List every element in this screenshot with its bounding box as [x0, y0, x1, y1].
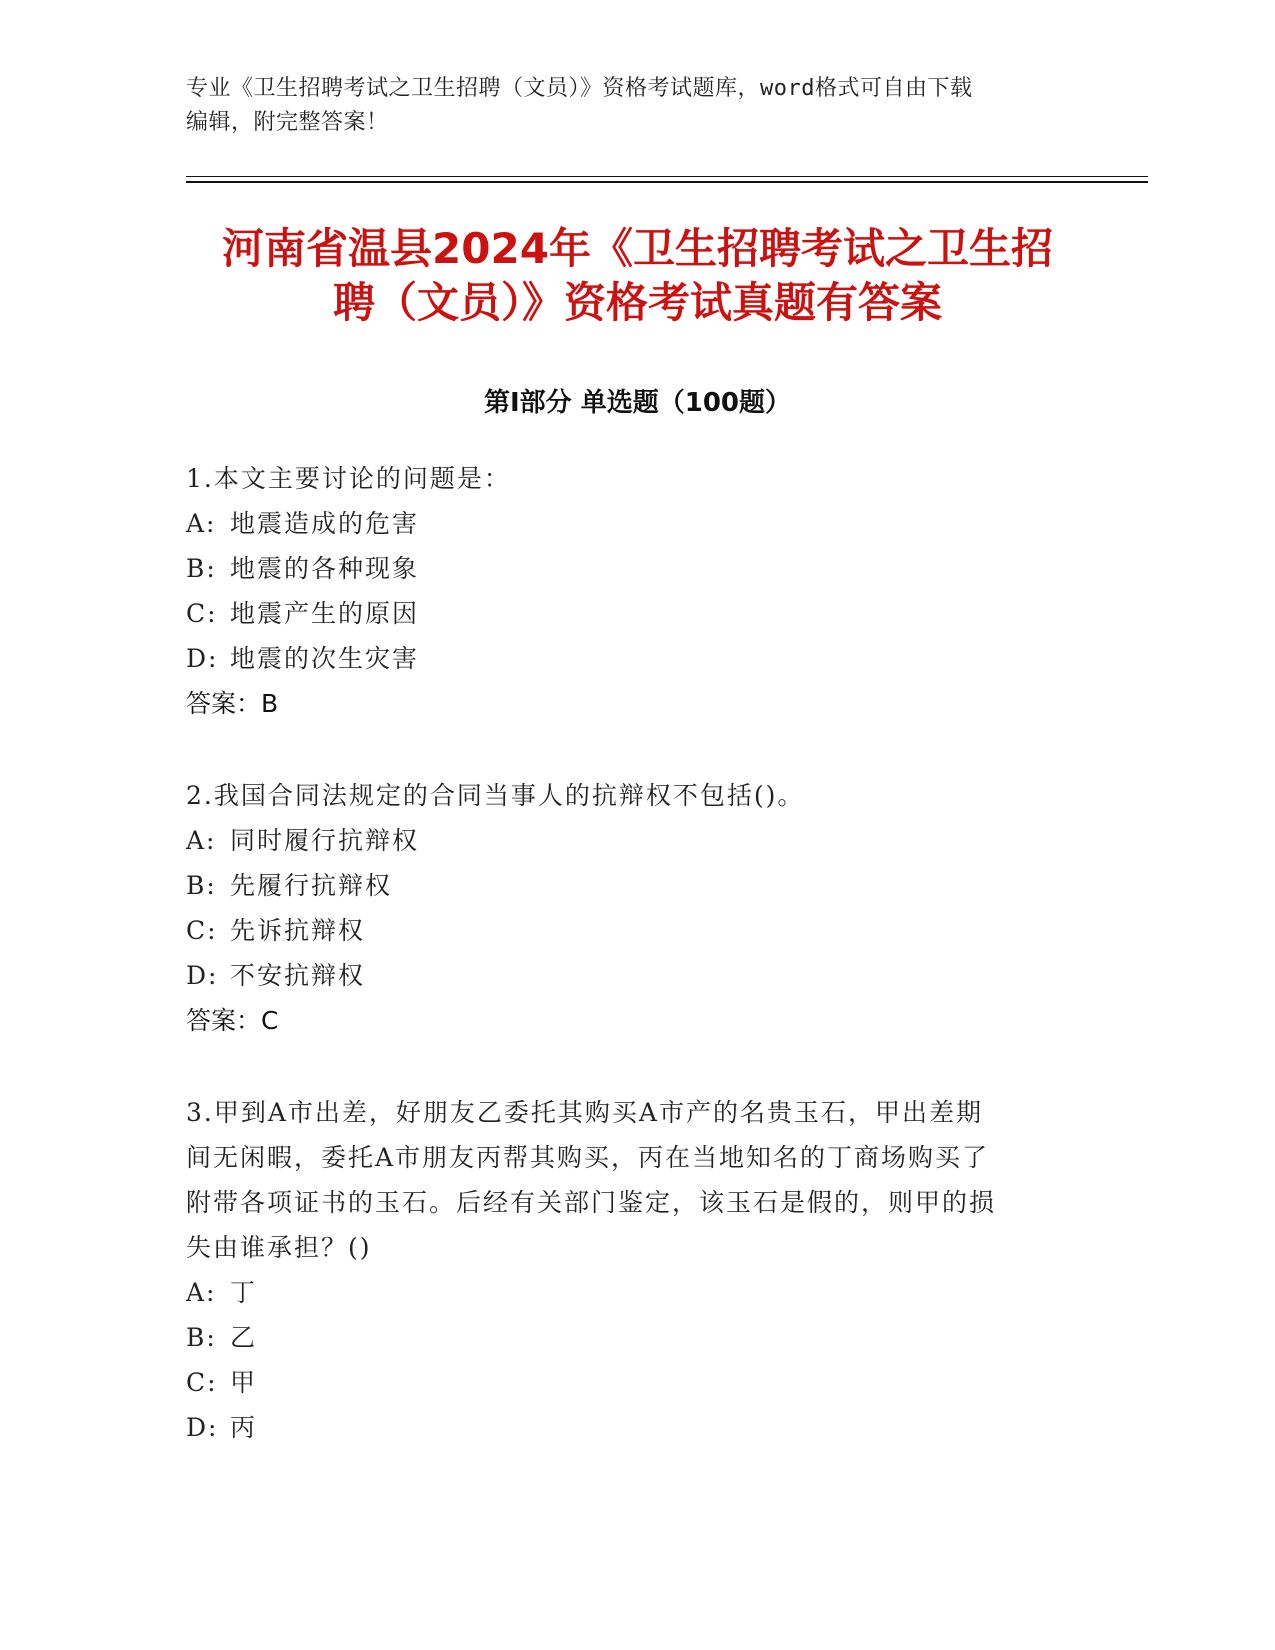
- header-note-line-2: 编辑，附完整答案！: [186, 110, 389, 135]
- option-text: 先诉抗辩权: [230, 916, 366, 945]
- document-title-line-1: 河南省温县2024年《卫生招聘考试之卫生招: [222, 224, 1053, 273]
- option-b: [186, 1315, 1066, 1360]
- option-text: 地震造成的危害: [230, 509, 420, 538]
- section-title: 第Ⅰ部分 单选题（100题）: [484, 388, 791, 418]
- option-c: [186, 591, 1066, 636]
- option-key: D:: [186, 1413, 219, 1442]
- option-key: C:: [186, 916, 218, 945]
- option-d: [186, 953, 1066, 998]
- answer: 答案：B: [186, 689, 279, 718]
- document-title-line-2: 聘（文员）》资格考试真题有答案: [332, 278, 942, 327]
- option-b: [186, 863, 1066, 908]
- option-text: 地震产生的原因: [230, 599, 420, 628]
- option-text: 乙: [230, 1323, 258, 1352]
- option-key: D:: [186, 961, 219, 990]
- question-stem: 1.本文主要讨论的问题是：: [186, 464, 511, 493]
- option-text: 甲: [230, 1368, 258, 1397]
- option-key: C:: [186, 1368, 218, 1397]
- option-key: A:: [186, 826, 217, 855]
- option-c: [186, 908, 1066, 953]
- option-key: C:: [186, 599, 218, 628]
- option-a: [186, 818, 1066, 863]
- question-stem-line: 附带各项证书的玉石。后经有关部门鉴定，该玉石是假的，则甲的损: [186, 1188, 997, 1217]
- option-text: 地震的各种现象: [230, 554, 420, 583]
- option-d: [186, 1405, 1066, 1450]
- option-text: 丙: [230, 1413, 258, 1442]
- question-3: [186, 1090, 1066, 1450]
- answer: 答案：C: [186, 1006, 279, 1035]
- document-title: [150, 222, 1125, 330]
- option-key: A:: [186, 509, 217, 538]
- question-stem-line: 间无闲暇，委托A市朋友丙帮其购买，丙在当地知名的丁商场购买了: [186, 1143, 990, 1172]
- option-b: [186, 546, 1066, 591]
- option-text: 同时履行抗辩权: [230, 826, 420, 855]
- option-key: B:: [186, 1323, 217, 1352]
- option-d: [186, 636, 1066, 681]
- option-key: D:: [186, 644, 219, 673]
- header-divider-thick: [186, 181, 1148, 183]
- option-text: 先履行抗辩权: [230, 871, 393, 900]
- header-divider-thin: [186, 176, 1148, 177]
- header-note: [186, 72, 1066, 140]
- question-stem-line: 失由谁承担？(): [186, 1233, 372, 1262]
- option-key: A:: [186, 1278, 217, 1307]
- option-a: [186, 501, 1066, 546]
- header-note-line-1: 专业《卫生招聘考试之卫生招聘（文员）》资格考试题库，word格式可自由下载: [186, 76, 973, 101]
- option-key: B:: [186, 554, 217, 583]
- option-c: [186, 1360, 1066, 1405]
- option-text: 丁: [230, 1278, 258, 1307]
- option-a: [186, 1270, 1066, 1315]
- option-text: 不安抗辩权: [230, 961, 366, 990]
- question-1: [186, 456, 1066, 726]
- option-key: B:: [186, 871, 217, 900]
- question-2: [186, 773, 1066, 1043]
- question-stem-line: 3.甲到A市出差，好朋友乙委托其购买A市产的名贵玉石，甲出差期: [186, 1098, 983, 1127]
- question-stem: 2.我国合同法规定的合同当事人的抗辩权不包括()。: [186, 781, 805, 810]
- option-text: 地震的次生灾害: [230, 644, 420, 673]
